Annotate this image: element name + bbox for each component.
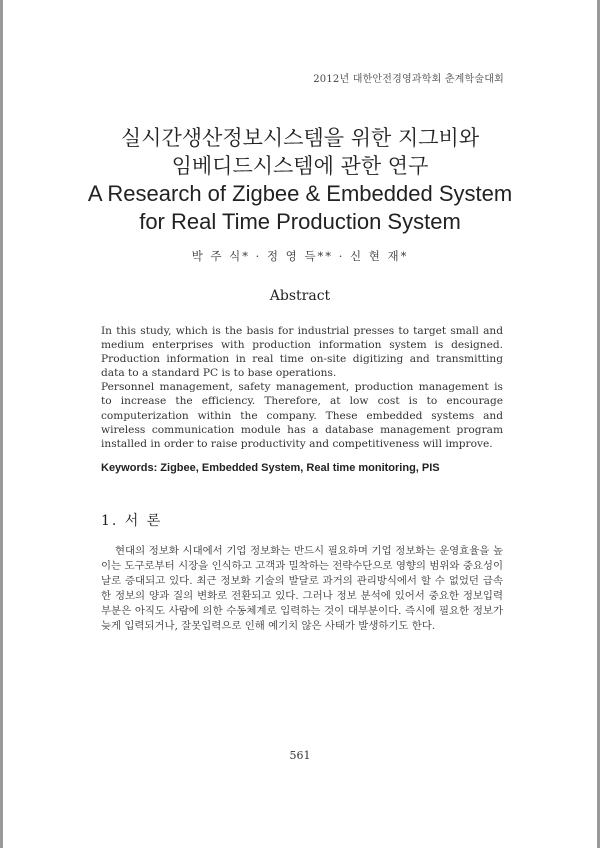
title-korean-line2: 임베디드시스템에 관한 연구 [171, 154, 429, 178]
title-english-line1: A Research of Zigbee & Embedded System [87, 181, 513, 206]
introduction-body [101, 544, 503, 633]
section-heading-introduction: 1. 서 론 [101, 513, 163, 529]
abstract-heading: Abstract [269, 288, 331, 304]
keywords-text: Zigbee, Embedded System, Real time monitoring, PIS [157, 462, 440, 474]
keywords-line [101, 462, 503, 474]
introduction-paragraph: 현대의 정보화 시대에서 기업 정보화는 반드시 필요하며 기업 정보화는 운영효율을 높이는 도구로부터 시장을 인식하고 고객과 밀착하는 전략수단으로 영향의 범위와 중요성이 날로 증대되고 있다. 최근 정보화 기술의 발달로 과거의 관리방식에서 할 수 없었던 급속한 정보의 양과 질의 변화로 전환되고 있다. 그러나 정보 분석에 있어서 중요한 정보입력 부분은 아직도 사람에 의한 수동체계로 입력하는 것이 대부분이다. 즉시에 필요한 정보가 늦게 입력되거나, 잘못입력으로 인해 예기치 않은 사태가 발생하기도 한다. [101, 545, 503, 632]
conference-header: 2012년 대한안전경영과학회 춘계학술대회 [313, 74, 504, 85]
abstract-body [101, 324, 503, 451]
page-number: 561 [289, 749, 311, 762]
abstract-paragraph-2: Personnel management, safety management, production management is to increase the efficiency. Therefore, at low cost is to encourage computerization within the company. These embedded systems and wireless communication module has a database management program installed in order to raise productivity and competitiveness will improve. [101, 381, 503, 450]
title-block [0, 124, 600, 236]
abstract-paragraph-1: In this study, which is the basis for industrial presses to target small and medium enterprises with production information system is designed. Production information in real time on-site digitizing and transmitting data to a standard PC is to base operations. [101, 325, 503, 380]
title-english-line2: for Real Time Production System [139, 209, 461, 234]
author-list: 박 주 식* · 정 영 득** · 신 현 재* [191, 249, 409, 263]
title-korean-line1: 실시간생산정보시스템을 위한 지그비와 [120, 126, 480, 150]
keywords-label: Keywords: [101, 462, 158, 474]
